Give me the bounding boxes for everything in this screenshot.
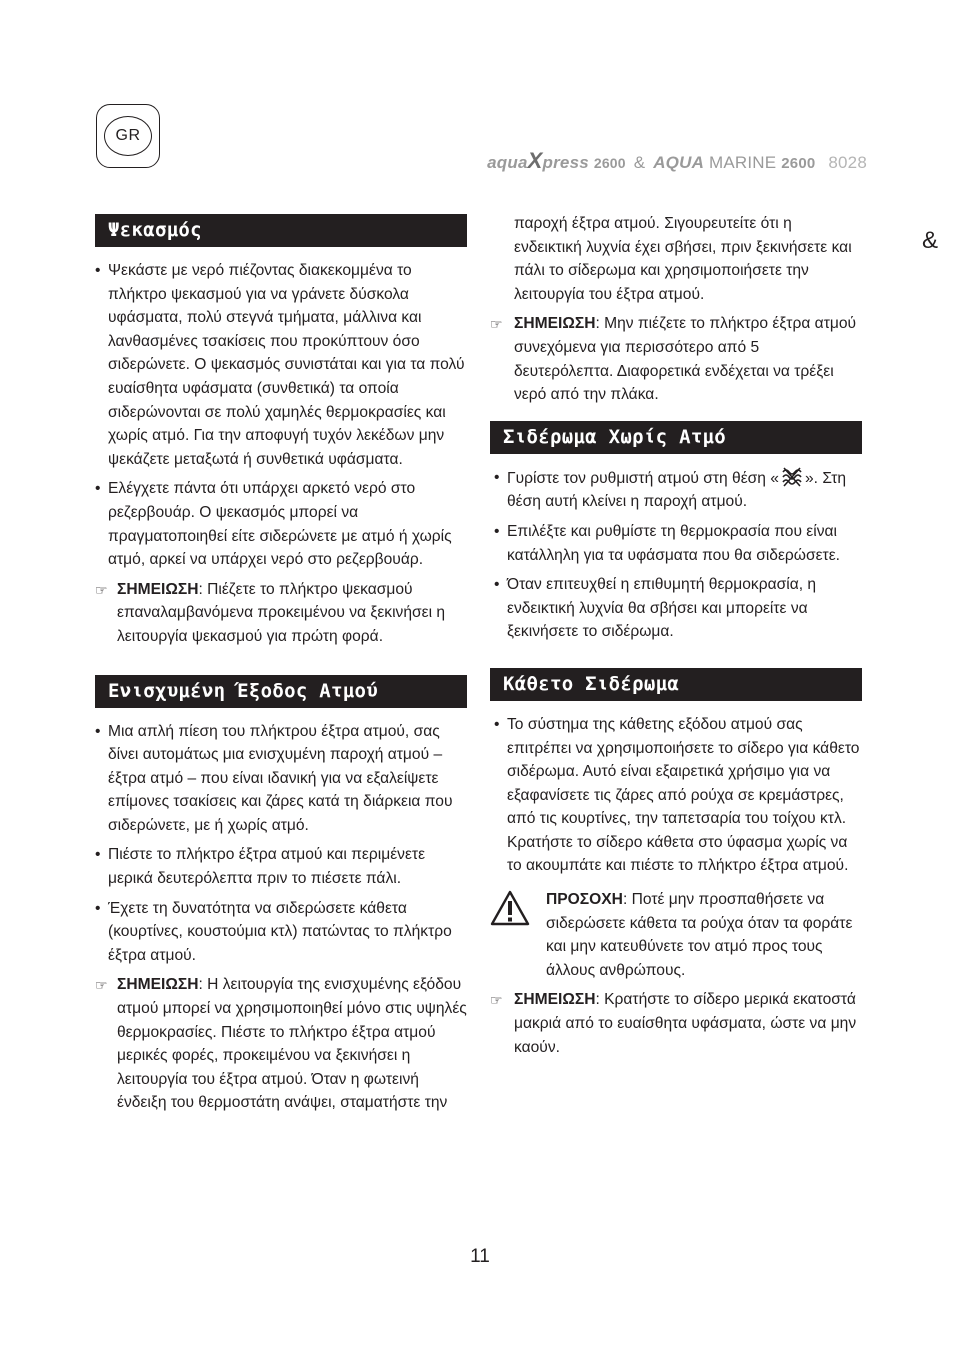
brand-ampersand: & [633,153,646,172]
warning-label: ΠΡΟΣΟΧΗ [546,891,623,909]
pointing-hand-icon: ☞ [490,992,503,1009]
steam-bullet-1: • Μια απλή πίεση του πλήκτρου έξτρα ατμού, σας δίνει αυτομάτως μια ενισχυμένη παροχή ατμού – έξτρα ατμό – που είναι ιδανική για να εξαλείψετε επίμονες τσακίσεις και ζάρες κατά τη διάρκεια που σιδερώνετε, με ή χωρίς ατμό. [95,720,467,838]
language-badge-label: GR [104,116,152,156]
note-text: : Πιέζετε το πλήκτρο ψεκασμού επαναλαμβανόμενα προκειμένου να ξεκινήσει η λειτουργία ψεκασμού για πρώτη φορά. [117,580,446,645]
side-mark: & [922,227,939,254]
model-number: 8028 [828,153,867,172]
note-label: ΣΗΜΕΙΩΣΗ [514,991,596,1009]
brand-x: X [527,148,543,173]
page-number: 11 [470,1246,490,1267]
brand-aqua-caps: AQUA [653,153,705,172]
steam-bullet-3: • Έχετε τη δυνατότητα να σιδερώσετε κάθετα (κουρτίνες, κουστούμια κτλ) πατώντας το πλήκτρο έξτρα ατμού. [95,897,467,968]
section-title-vertical-ironing: Κάθετο Σιδέρωμα [490,668,862,701]
dry-bullet-1 [494,466,862,514]
note-label: ΣΗΜΕΙΩΣΗ [117,580,199,598]
warning-triangle-icon [490,890,530,926]
warning-text: : Ποτέ μην προσπαθήσετε να σιδερώσετε κάθετα τα ρούχα όταν τα φοράτε και μην κατευθύνετε τον ατμό προς τους άλλους ανθρώπους. [546,891,853,979]
section-title-spray: Ψεκασμός [95,214,467,247]
dry-bullet-1-text-a: Γυρίστε τον ρυθμιστή ατμού στη θέση « [507,469,779,487]
section-title-dry-ironing: Σιδέρωμα Χωρίς Ατμό [490,421,862,454]
language-badge [96,104,160,168]
dry-bullet-1-text-b: ». Στη θέση αυτή κλείνει η παροχή ατμού. [507,469,847,511]
right-column [490,214,862,1065]
left-column [95,214,467,1121]
spray-note [95,578,467,649]
pointing-hand-icon: ☞ [95,581,108,598]
warning-block [490,888,862,982]
note-label: ΣΗΜΕΙΩΣΗ [514,315,596,333]
steam-bullet-2: • Πιέστε το πλήκτρο έξτρα ατμού και περιμένετε μερικά δευτερόλεπτα πριν το πιέσετε πάλι. [95,843,467,890]
note-text: : Μην πιέζετε το πλήκτρο έξτρα ατμού συνεχόμενα για περισσότερο από 5 δευτερόλεπτα. Διαφορετικά ενδέχεται να τρέξει νερό από την πλάκα. [514,315,857,404]
dry-bullet-2: • Επιλέξτε και ρυθμίστε τη θερμοκρασία που είναι κατάλληλη για τα υφάσματα που θα σιδερώσετε. [494,520,862,567]
note-text: : Η λειτουργία της ενισχυμένης εξόδου ατμού μπορεί να χρησιμοποιηθεί μόνο στις υψηλές θερμοκρασίες. Πιέστε το πλήκτρο έξτρα ατμού μερικές φορές, προκειμένου να ξεκινήσει η λειτουργία του έξτρα ατμού. Όταν η φωτεινή ένδειξη του θερμοστάτη ανάψει, σταματήστε την [117,976,467,1112]
note-text: : Κρατήστε το σίδερο μερικά εκατοστά μακριά από το ευαίσθητα υφάσματα, ώστε να μην καούν. [514,991,857,1056]
steam-continuation: παροχή έξτρα ατμού. Σιγουρευτείτε ότι η ενδεικτική λυχνία έχει σβήσει, πριν ξεκινήσετε και πάλι το σίδερωμα και χρησιμοποιήσετε την λειτουργία του έξτρα ατμού. [514,215,852,303]
dry-bullet-3: • Όταν επιτευχθεί η επιθυμητή θερμοκρασία, η ενδεικτική λυχνία θα σβήσει και μπορείτε να ξεκινήσετε το σιδέρωμα. [494,573,862,644]
brand-aqua: aqua [487,153,528,172]
note-label: ΣΗΜΕΙΩΣΗ [117,976,199,994]
brand-marine: MARINE [709,153,777,172]
no-steam-symbol-icon [779,466,805,488]
extra-steam-note [490,312,862,406]
pointing-hand-icon: ☞ [95,977,108,994]
vertical-bullet-1: • Το σύστημα της κάθετης εξόδου ατμού σας επιτρέπει να χρησιμοποιήσετε το σίδερο για κάθετο σιδέρωμα. Αυτό είναι εξαιρετικά χρήσιμο για να εξαφανίσετε τις ζάρες από ρούχα σε κρεμάστρες, από τις κουρτίνες, την ταπετσαρία του τοίχου κτλ. Κρατήστε το σίδερο κάθετα στο ύφασμα χωρίς να το ακουμπάτε και πιέστε το πλήκτρο έξτρα ατμού. [494,713,862,878]
steam-note [95,973,467,1115]
brand-line [487,148,867,174]
brand-press: press [542,153,589,172]
brand-number-2: 2600 [781,155,816,172]
vertical-note [490,988,862,1059]
section-title-extra-steam: Ενισχυμένη Έξοδος Ατμού [95,675,467,708]
spray-bullet-1: • Ψεκάστε με νερό πιέζοντας διακεκομμένα το πλήκτρο ψεκασμού για να γράνετε δύσκολα υφάσματα, πολύ στεγνά τμήματα, μάλλινα και λανθασμένες τσακίσεις που προκύπτουν όσο σιδερώνετε. Ο ψεκασμός συνιστάται και για τα πολύ ευαίσθητα υφάσματα (συνθετικά) τα οποία σιδερώνονται σε πολύ χαμηλές θερμοκρασίες και χωρίς ατμό. Για την αποφυγή τυχόν λεκέδων μην ψεκάζετε μεταξωτά ή συνθετικά υφάσματα. [95,259,467,471]
pointing-hand-icon: ☞ [490,316,503,333]
spray-bullet-2: • Ελέγχετε πάντα ότι υπάρχει αρκετό νερό στο ρεζερβουάρ. Ο ψεκασμός μπορεί να πραγματοποιηθεί είτε σιδερώνετε με ατμό ή χωρίς ατμό, αρκεί να υπάρχει νερό στο ρεζερβουάρ. [95,477,467,571]
brand-number: 2600 [593,155,626,171]
